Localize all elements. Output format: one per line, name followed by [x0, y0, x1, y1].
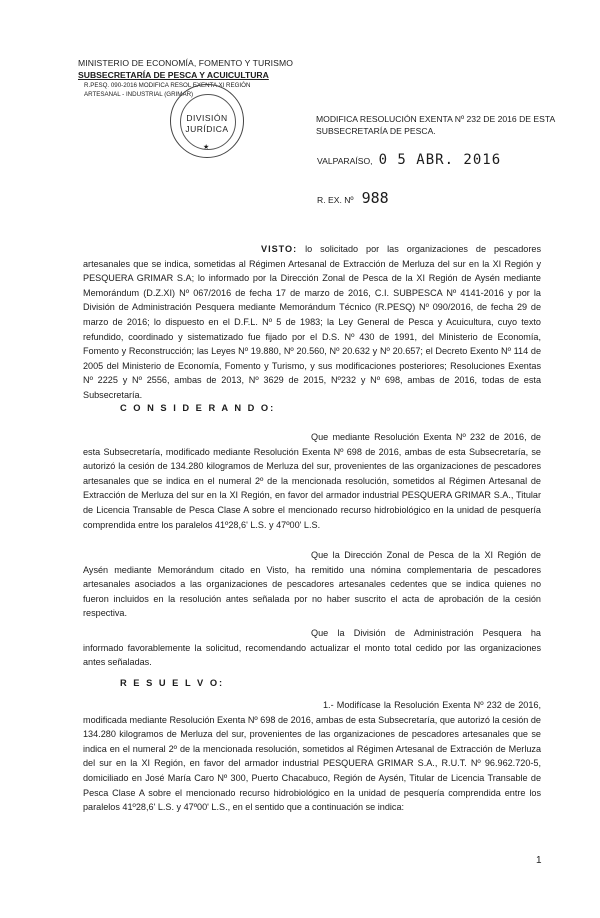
stamp-line-1: DIVISIÓN [186, 113, 228, 123]
division-juridica-stamp [170, 84, 244, 158]
resolution-number-line [317, 189, 389, 207]
resolution-number-value: 988 [361, 189, 389, 207]
date-value: 0 5 ABR. 2016 [378, 152, 502, 168]
date-label: VALPARAÍSO, [317, 156, 373, 166]
subsecretaria-name: SUBSECRETARÍA DE PESCA Y ACUICULTURA [78, 70, 269, 80]
page-number: 1 [536, 855, 542, 866]
date-line [317, 152, 501, 168]
considerando-heading: C O N S I D E R A N D O: [120, 403, 276, 413]
resolution-number-label: R. EX. Nº [317, 195, 354, 205]
star-icon: ★ [203, 144, 210, 151]
visto-paragraph [83, 242, 541, 403]
resuelvo-heading: R E S U E L V O: [120, 678, 225, 688]
considerando-paragraph-2: Que la Dirección Zonal de Pesca de la XI Región de Aysén mediante Memorándum citado en Visto, ha remitido una nómina complementaria de pescadores artesanales asociados a las organizaciones de pescadores artesanales cedentes que se indica quienes no fueron incluidos en la resolución antes señalada por no haber suscrito el acta de aprobación de la cesión respectiva. [83, 550, 541, 619]
resuelvo-paragraph-1: 1.- Modifícase la Resolución Exenta Nº 232 de 2016, modificada mediante Resolución Exenta Nº 698 de 2016, ambas de esta Subsecretaría, que autorizó la cesión de 134.280 kilogramos de Merluza del sur, provenientes de las organizaciones de pescadores artesanales que se indica en el numeral 2º de la mencionada resolución, sometidos al Régimen Artesanal de Extracción de Merluza del sur en la XI Región, en favor del armador industrial PESQUERA GRIMAR S.A., R.U.T. Nº 96.962.720-5, domiciliado en José María Caro Nº 300, Puerto Chacabuco, Región de Aysén, Titular de Licencia Transable de Pesca Clase A sobre el mencionado recurso hidrobiológico en la unidad de pesquería comprendida entre los paralelos 41º28,6' L.S. y 47º00' L.S., en el sentido que a continuación se indica: [83, 700, 541, 813]
reference-line-1: R.PESQ. 090-2016 MODIFICA RESOL EXENTA XI REGIÓN [84, 82, 251, 89]
considerando-paragraph-1: Que mediante Resolución Exenta Nº 232 de 2016, de esta Subsecretaría, modificado mediante Resolución Exenta Nº 698 de 2016, ambas de esta Subsecretaría, se autorizó la cesión de 134.280 kilogramos de Merluza del sur, provenientes de las organizaciones de pescadores artesanales que se indica en el numeral 2º de la mencionada resolución, sometidos al Régimen Artesanal de Extracción de Merluza del sur en la XI Región, en favor del armador industrial PESQUERA GRIMAR S.A., Titular de Licencia Transable de Pesca Clase A sobre el mencionado recurso hidrobiológico en la unidad de pesquería comprendida entre los paralelos 41º28,6' L.S. y 47º00' L.S. [83, 432, 541, 530]
considerando-paragraph-3: Que la División de Administración Pesquera ha informado favorablemente la solicitud, recomendando actualizar el monto total cedido por las organizaciones antes señaladas. [83, 628, 541, 668]
resolution-summary: MODIFICA RESOLUCIÓN EXENTA Nº 232 DE 2016 DE ESTA SUBSECRETARÍA DE PESCA. [316, 114, 555, 136]
stamp-line-2: JURÍDICA [185, 124, 229, 134]
visto-label: VISTO: [261, 244, 298, 254]
reference-line-2: ARTESANAL - INDUSTRIAL (GRIMAR) [84, 91, 194, 98]
ministry-name: MINISTERIO DE ECONOMÍA, FOMENTO Y TURISMO [78, 58, 293, 68]
visto-text: lo solicitado por las organizaciones de pescadores artesanales que se indica, sometidas al Régimen Artesanal de Extracción de Merluza del sur en la XI Región y PESQUERA GRIMAR S.A; lo informado por la Dirección Zonal de Pesca de la XI Región de Aysén mediante Memorándum (D.Z.XI) Nº 067/2016 de fecha 17 de marzo de 2016, C.I. SUBPESCA Nº 4141-2016 y por la División de Administración Pesquera mediante Memorándum Técnico (R.PESQ) Nº 090/2016, de fecha 29 de marzo de 2016; lo dispuesto en el D.F.L. Nº 5 de 1983; la Ley General de Pesca y Acuicultura, cuyo texto refundido, coordinado y sistematizado fue fijado por el D.S. Nº 430 de 1991, del Ministerio de Economía, Fomento y Reconstrucción; las Leyes Nº 19.880, Nº 20.560, Nº 20.632 y Nº 20.657; el Decreto Exento Nº 114 de 2005 del Ministerio de Economía, Fomento y Turismo, y sus modificaciones posteriores; Resoluciones Exentas Nº 2225 y Nº 2556, ambas de 2013, Nº 3629 de 2015, Nº232 y Nº 698, ambas de 2016, todas de esta Subsecretaría. [83, 244, 541, 400]
